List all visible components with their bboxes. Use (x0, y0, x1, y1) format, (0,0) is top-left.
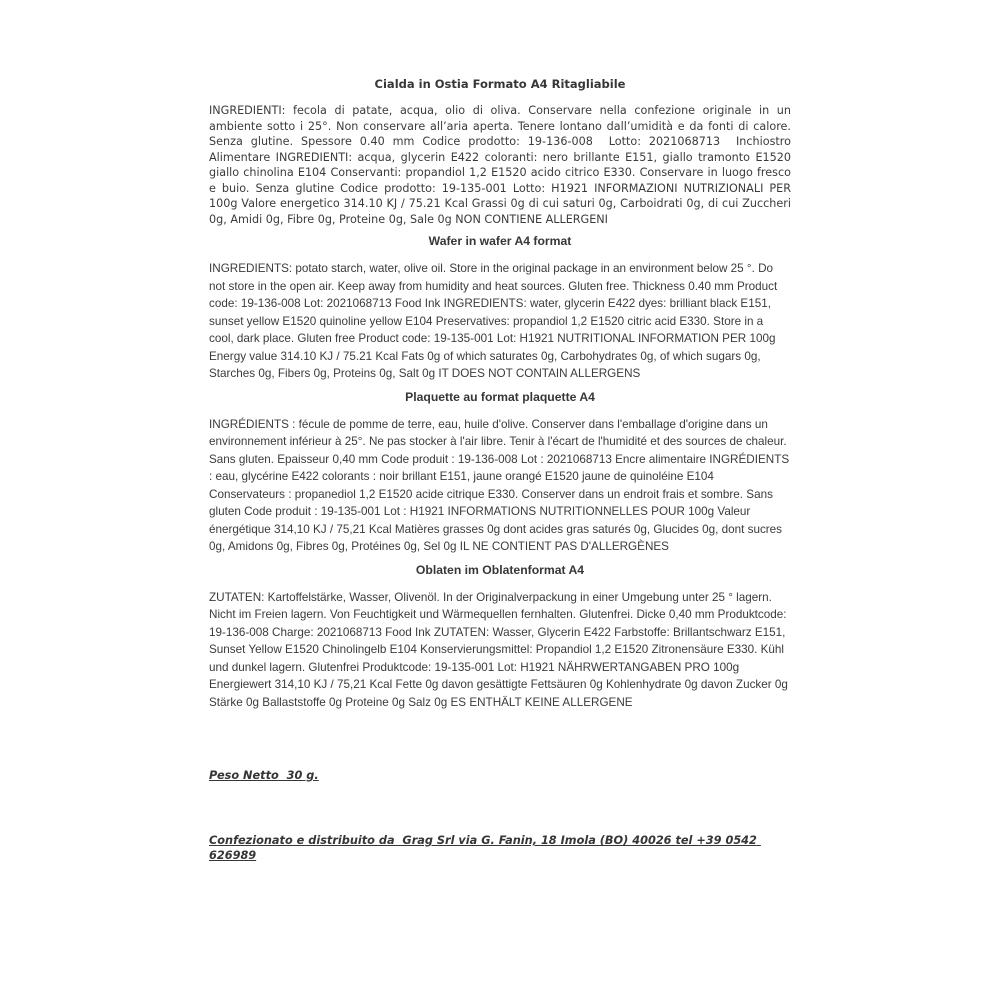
section-body-german: ZUTATEN: Kartoffelstärke, Wasser, Olivenöl. In der Originalverpackung in einer Umgebung unter 25 ° lagern. Nicht im Freien lagern. Von Feuchtigkeit und Wärmequellen fernhalten. Glutenfrei. Dicke 0,40 mm Produktcode: 19-136-008 Charge: 2021068713 Food Ink ZUTATEN: Wasser, Glycerin E422 Farbstoffe: Brillantschwarz E151, Sunset Yellow E1520 Chinolingelb E104 Konservierungsmittel: Propandiol 1,2 E1520 Zitronensäure E330. Kühl und dunkel lagern. Glutenfrei Produktcode: 19-135-001 Lot: H1921 NÄHRWERTANGABEN PRO 100g Energiewert 314,10 KJ / 75,21 Kcal Fette 0g davon gesättigte Fettsäuren 0g Kohlenhydrate 0g davon Zucker 0g Stärke 0g Ballaststoffe 0g Proteine 0g Salz 0g ES ENTHÄLT KEINE ALLERGENE (209, 590, 792, 709)
net-weight-line: Peso Netto 30 g. (209, 769, 319, 782)
section-heading-german: Oblaten im Oblatenformat A4 (415, 562, 585, 577)
label-text-block (209, 77, 795, 863)
section-heading-english: Wafer in wafer A4 format (428, 234, 572, 248)
section-body-italian: INGREDIENTI: fecola di patate, acqua, olio di oliva. Conservare nella confezione originale in un ambiente sotto i 25°. Non conservare all’aria aperta. Tenere lontano dall’umidità e da fonti di calore. Senza glutine. Spessore 0.40 mm Codice prodotto: 19-136-008 Lotto: 2021068713 Inchiostro Alimentare INGREDIENTI: acqua, glycerin E422 coloranti: nero brillante E151, giallo tramonto E1520 giallo chinolina E104 Conservanti: propandiol 1,2 E1520 acido citrico E330. Conservare in luogo fresco e buio. Senza glutine Codice prodotto: 19-135-001 Lotto: H1921 INFORMAZIONI NUTRIZIONALI PER 100g Valore energetico 314.10 KJ / 75.21 Kcal Grassi 0g di cui saturi 0g, Carboidrati 0g, di cui Zuccheri 0g, Amidi 0g, Fibre 0g, Proteine 0g, Sale 0g NON CONTIENE ALLERGENI (209, 104, 795, 226)
section-heading-french: Plaquette au format plaquette A4 (405, 389, 595, 404)
section-body-french: INGRÉDIENTS : fécule de pomme de terre, eau, huile d'olive. Conserver dans l'emballage d'origine dans un environnement inférieur à 25°. Ne pas stocker à l'air libre. Tenir à l'écart de l'humidité et des sources de chaleur. Sans gluten. Epaisseur 0,40 mm Code produit : 19-136-008 Lot : 2021068713 Encre alimentaire INGRÉDIENTS : eau, glycérine E422 colorants : noir brillant E151, jaune orangé E1520 jaune de quinoléine E104 Conservateurs : propanediol 1,2 E1520 acide citrique E330. Conserver dans un endroit frais et sombre. Sans gluten Code produit : 19-135-001 Lot : H1921 INFORMATIONS NUTRITIONNELLES POUR 100g Valeur énergétique 314,10 KJ / 75,21 Kcal Matières grasses 0g dont acides gras saturés 0g, Glucides 0g, dont sucres 0g, Amidons 0g, Fibres 0g, Protéines 0g, Sel 0g IL NE CONTIENT PAS D'ALLERGÈNES (209, 417, 793, 553)
distributor-line: Confezionato e distribuito da Grag Srl via G. Fanin, 18 Imola (BO) 40026 tel +39 0542 626989 (209, 834, 761, 862)
section-heading-italian: Cialda in Ostia Formato A4 Ritagliabile (374, 77, 626, 91)
section-body-english: INGREDIENTS: potato starch, water, olive oil. Store in the original package in an environment below 25 °. Do not store in the open air. Keep away from humidity and heat sources. Gluten free. Thickness 0.40 mm Product code: 19-136-008 Lot: 2021068713 Food Ink INGREDIENTS: water, glycerin E422 dyes: brilliant black E151, sunset yellow E1520 quinoline yellow E104 Preservatives: propandiol 1,2 E1520 citric acid E330. Store in a cool, dark place. Gluten free Product code: 19-135-001 Lot: H1921 NUTRITIONAL INFORMATION PER 100g Energy value 314.10 KJ / 75.21 Kcal Fats 0g of which saturates 0g, Carbohydrates 0g, of which sugars 0g, Starches 0g, Fibers 0g, Proteins 0g, Salt 0g IT DOES NOT CONTAIN ALLERGENS (209, 262, 781, 380)
